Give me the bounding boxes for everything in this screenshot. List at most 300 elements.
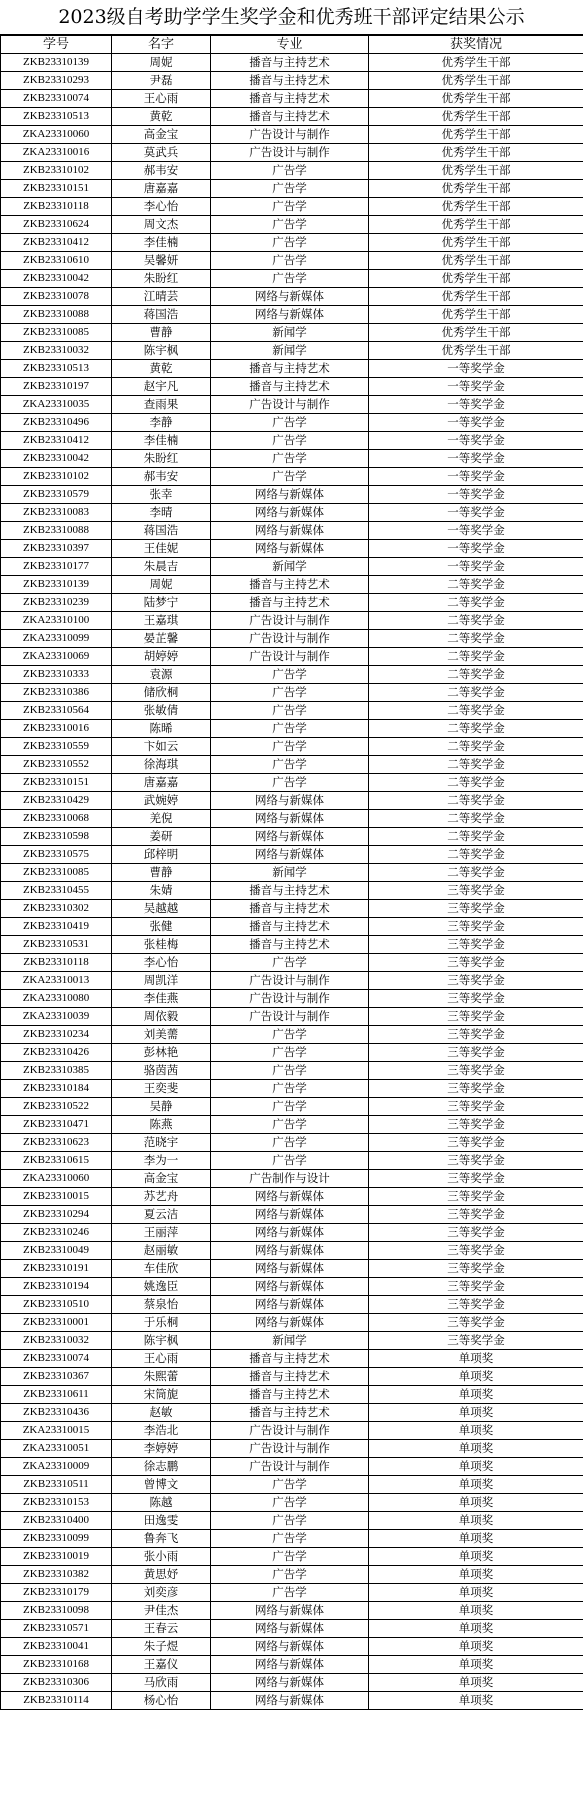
award-cell: 二等奖学金 [369, 576, 583, 594]
award-cell: 单项奖 [369, 1674, 583, 1692]
award-cell: 三等奖学金 [369, 972, 583, 990]
table-row [1, 954, 583, 972]
name-cell: 王心雨 [112, 90, 211, 108]
student-id-cell: ZKB23310032 [1, 1332, 112, 1350]
major-cell: 广告设计与制作 [211, 1422, 369, 1440]
table-row [1, 90, 583, 108]
student-id-cell: ZKB23310412 [1, 234, 112, 252]
award-cell: 二等奖学金 [369, 846, 583, 864]
student-id-cell: ZKB23310511 [1, 1476, 112, 1494]
award-cell: 一等奖学金 [369, 486, 583, 504]
table-row [1, 828, 583, 846]
award-cell: 三等奖学金 [369, 936, 583, 954]
award-cell: 单项奖 [369, 1512, 583, 1530]
student-id-cell: ZKB23310074 [1, 90, 112, 108]
table-row [1, 630, 583, 648]
major-cell: 新闻学 [211, 1332, 369, 1350]
table-row [1, 684, 583, 702]
award-cell: 单项奖 [369, 1566, 583, 1584]
major-cell: 广告设计与制作 [211, 612, 369, 630]
major-cell: 广告学 [211, 666, 369, 684]
student-id-cell: ZKA23310016 [1, 144, 112, 162]
student-id-cell: ZKB23310168 [1, 1656, 112, 1674]
name-cell: 郝韦安 [112, 468, 211, 486]
name-cell: 姚逸臣 [112, 1278, 211, 1296]
table-row [1, 54, 583, 72]
table-header [1, 36, 583, 54]
table-row [1, 450, 583, 468]
name-cell: 高金宝 [112, 1170, 211, 1188]
award-cell: 三等奖学金 [369, 918, 583, 936]
major-cell: 网络与新媒体 [211, 1674, 369, 1692]
major-cell: 广告学 [211, 1134, 369, 1152]
major-cell: 新闻学 [211, 558, 369, 576]
table-row [1, 1368, 583, 1386]
major-cell: 广告学 [211, 1512, 369, 1530]
table-row [1, 720, 583, 738]
award-cell: 一等奖学金 [369, 450, 583, 468]
table-row [1, 702, 583, 720]
student-id-cell: ZKB23310102 [1, 162, 112, 180]
major-cell: 广告学 [211, 774, 369, 792]
major-cell: 网络与新媒体 [211, 1242, 369, 1260]
award-cell: 一等奖学金 [369, 396, 583, 414]
major-cell: 广告学 [211, 414, 369, 432]
name-cell: 朱盼红 [112, 450, 211, 468]
name-cell: 苏艺舟 [112, 1188, 211, 1206]
name-cell: 蒋国浩 [112, 306, 211, 324]
student-id-cell: ZKA23310060 [1, 126, 112, 144]
name-cell: 吴馨妍 [112, 252, 211, 270]
award-cell: 单项奖 [369, 1350, 583, 1368]
table-row [1, 1026, 583, 1044]
results-table [0, 35, 583, 1710]
award-cell: 单项奖 [369, 1656, 583, 1674]
student-id-cell: ZKB23310385 [1, 1062, 112, 1080]
name-cell: 武婉婷 [112, 792, 211, 810]
table-row [1, 1620, 583, 1638]
major-cell: 广告设计与制作 [211, 396, 369, 414]
student-id-cell: ZKB23310400 [1, 1512, 112, 1530]
student-id-cell: ZKB23310118 [1, 954, 112, 972]
name-cell: 储欣桐 [112, 684, 211, 702]
name-cell: 刘美薷 [112, 1026, 211, 1044]
award-cell: 单项奖 [369, 1476, 583, 1494]
major-cell: 网络与新媒体 [211, 1656, 369, 1674]
major-cell: 广告学 [211, 1152, 369, 1170]
major-cell: 广告学 [211, 738, 369, 756]
page-title: 2023级自考助学学生奖学金和优秀班干部评定结果公示 [0, 0, 583, 35]
major-cell: 播音与主持艺术 [211, 54, 369, 72]
student-id-cell: ZKB23310510 [1, 1296, 112, 1314]
name-cell: 朱熙蕾 [112, 1368, 211, 1386]
student-id-cell: ZKB23310610 [1, 252, 112, 270]
name-cell: 李晴 [112, 504, 211, 522]
student-id-cell: ZKA23310069 [1, 648, 112, 666]
table-row [1, 1170, 583, 1188]
major-cell: 播音与主持艺术 [211, 918, 369, 936]
name-cell: 卞如云 [112, 738, 211, 756]
table-row [1, 1404, 583, 1422]
student-id-cell: ZKB23310513 [1, 108, 112, 126]
major-cell: 播音与主持艺术 [211, 936, 369, 954]
table-row [1, 216, 583, 234]
table-row [1, 486, 583, 504]
student-id-cell: ZKB23310455 [1, 882, 112, 900]
name-cell: 赵宇凡 [112, 378, 211, 396]
award-cell: 二等奖学金 [369, 810, 583, 828]
table-row [1, 1188, 583, 1206]
student-id-cell: ZKB23310386 [1, 684, 112, 702]
table-row [1, 144, 583, 162]
student-id-cell: ZKA23310039 [1, 1008, 112, 1026]
column-header-name: 名字 [112, 36, 211, 54]
major-cell: 播音与主持艺术 [211, 360, 369, 378]
table-row [1, 1080, 583, 1098]
award-cell: 二等奖学金 [369, 756, 583, 774]
major-cell: 广告学 [211, 684, 369, 702]
student-id-cell: ZKB23310234 [1, 1026, 112, 1044]
table-row [1, 864, 583, 882]
award-cell: 三等奖学金 [369, 882, 583, 900]
award-cell: 三等奖学金 [369, 1332, 583, 1350]
table-row [1, 1350, 583, 1368]
student-id-cell: ZKB23310302 [1, 900, 112, 918]
student-id-cell: ZKB23310019 [1, 1548, 112, 1566]
table-row [1, 396, 583, 414]
student-id-cell: ZKB23310099 [1, 1530, 112, 1548]
major-cell: 广告学 [211, 180, 369, 198]
table-row [1, 1062, 583, 1080]
name-cell: 张幸 [112, 486, 211, 504]
name-cell: 莫武兵 [112, 144, 211, 162]
award-cell: 优秀学生干部 [369, 198, 583, 216]
award-cell: 三等奖学金 [369, 1242, 583, 1260]
major-cell: 广告学 [211, 954, 369, 972]
major-cell: 网络与新媒体 [211, 540, 369, 558]
student-id-cell: ZKB23310579 [1, 486, 112, 504]
major-cell: 广告学 [211, 252, 369, 270]
award-cell: 一等奖学金 [369, 522, 583, 540]
student-id-cell: ZKB23310179 [1, 1584, 112, 1602]
award-cell: 三等奖学金 [369, 1134, 583, 1152]
major-cell: 播音与主持艺术 [211, 1386, 369, 1404]
student-id-cell: ZKB23310078 [1, 288, 112, 306]
award-cell: 优秀学生干部 [369, 108, 583, 126]
award-cell: 单项奖 [369, 1548, 583, 1566]
table-row [1, 918, 583, 936]
award-cell: 一等奖学金 [369, 432, 583, 450]
major-cell: 播音与主持艺术 [211, 90, 369, 108]
name-cell: 羌倪 [112, 810, 211, 828]
name-cell: 夏云洁 [112, 1206, 211, 1224]
award-cell: 三等奖学金 [369, 1116, 583, 1134]
name-cell: 李心怡 [112, 198, 211, 216]
table-row [1, 1278, 583, 1296]
award-cell: 优秀学生干部 [369, 162, 583, 180]
table-row [1, 1458, 583, 1476]
table-row [1, 72, 583, 90]
name-cell: 赵敏 [112, 1404, 211, 1422]
table-row [1, 1656, 583, 1674]
major-cell: 广告学 [211, 450, 369, 468]
major-cell: 广告学 [211, 1116, 369, 1134]
award-cell: 三等奖学金 [369, 900, 583, 918]
major-cell: 网络与新媒体 [211, 522, 369, 540]
name-cell: 朱盼红 [112, 270, 211, 288]
name-cell: 李为一 [112, 1152, 211, 1170]
student-id-cell: ZKA23310099 [1, 630, 112, 648]
award-cell: 单项奖 [369, 1458, 583, 1476]
major-cell: 广告学 [211, 270, 369, 288]
award-cell: 二等奖学金 [369, 720, 583, 738]
major-cell: 广告学 [211, 1026, 369, 1044]
name-cell: 张桂梅 [112, 936, 211, 954]
student-id-cell: ZKA23310100 [1, 612, 112, 630]
table-row [1, 360, 583, 378]
header-row [1, 36, 583, 54]
student-id-cell: ZKB23310001 [1, 1314, 112, 1332]
table-row [1, 1314, 583, 1332]
name-cell: 陆梦宁 [112, 594, 211, 612]
major-cell: 新闻学 [211, 324, 369, 342]
table-row [1, 1422, 583, 1440]
award-cell: 优秀学生干部 [369, 144, 583, 162]
student-id-cell: ZKB23310429 [1, 792, 112, 810]
student-id-cell: ZKA23310035 [1, 396, 112, 414]
name-cell: 范晓宇 [112, 1134, 211, 1152]
award-cell: 三等奖学金 [369, 1224, 583, 1242]
student-id-cell: ZKA23310080 [1, 990, 112, 1008]
table-row [1, 270, 583, 288]
major-cell: 网络与新媒体 [211, 288, 369, 306]
student-id-cell: ZKB23310436 [1, 1404, 112, 1422]
table-row [1, 1152, 583, 1170]
major-cell: 广告学 [211, 468, 369, 486]
award-cell: 二等奖学金 [369, 612, 583, 630]
table-row [1, 1674, 583, 1692]
major-cell: 播音与主持艺术 [211, 882, 369, 900]
major-cell: 广告学 [211, 1566, 369, 1584]
table-row [1, 1692, 583, 1710]
name-cell: 周妮 [112, 54, 211, 72]
name-cell: 王心雨 [112, 1350, 211, 1368]
major-cell: 广告学 [211, 1080, 369, 1098]
student-id-cell: ZKB23310139 [1, 54, 112, 72]
student-id-cell: ZKA23310015 [1, 1422, 112, 1440]
table-row [1, 990, 583, 1008]
award-cell: 优秀学生干部 [369, 288, 583, 306]
name-cell: 刘奕彦 [112, 1584, 211, 1602]
major-cell: 播音与主持艺术 [211, 900, 369, 918]
student-id-cell: ZKB23310611 [1, 1386, 112, 1404]
table-row [1, 1008, 583, 1026]
major-cell: 广告学 [211, 162, 369, 180]
student-id-cell: ZKB23310098 [1, 1602, 112, 1620]
major-cell: 广告学 [211, 1062, 369, 1080]
award-cell: 三等奖学金 [369, 1152, 583, 1170]
student-id-cell: ZKB23310496 [1, 414, 112, 432]
award-cell: 三等奖学金 [369, 1026, 583, 1044]
name-cell: 王佳妮 [112, 540, 211, 558]
student-id-cell: ZKB23310246 [1, 1224, 112, 1242]
award-cell: 优秀学生干部 [369, 180, 583, 198]
award-cell: 单项奖 [369, 1404, 583, 1422]
table-row [1, 342, 583, 360]
student-id-cell: ZKB23310032 [1, 342, 112, 360]
student-id-cell: ZKB23310041 [1, 1638, 112, 1656]
student-id-cell: ZKB23310412 [1, 432, 112, 450]
award-cell: 二等奖学金 [369, 684, 583, 702]
table-row [1, 1098, 583, 1116]
major-cell: 网络与新媒体 [211, 1278, 369, 1296]
table-body [1, 54, 583, 1710]
major-cell: 网络与新媒体 [211, 1260, 369, 1278]
student-id-cell: ZKB23310068 [1, 810, 112, 828]
name-cell: 尹磊 [112, 72, 211, 90]
table-row [1, 126, 583, 144]
name-cell: 周妮 [112, 576, 211, 594]
student-id-cell: ZKB23310293 [1, 72, 112, 90]
student-id-cell: ZKB23310564 [1, 702, 112, 720]
name-cell: 周依毅 [112, 1008, 211, 1026]
name-cell: 杨心怡 [112, 1692, 211, 1710]
major-cell: 广告设计与制作 [211, 990, 369, 1008]
major-cell: 网络与新媒体 [211, 1224, 369, 1242]
column-header-major: 专业 [211, 36, 369, 54]
table-row [1, 612, 583, 630]
student-id-cell: ZKB23310615 [1, 1152, 112, 1170]
table-row [1, 1512, 583, 1530]
student-id-cell: ZKB23310471 [1, 1116, 112, 1134]
award-cell: 优秀学生干部 [369, 90, 583, 108]
major-cell: 播音与主持艺术 [211, 594, 369, 612]
table-row [1, 1530, 583, 1548]
award-cell: 优秀学生干部 [369, 270, 583, 288]
name-cell: 王奕斐 [112, 1080, 211, 1098]
award-cell: 单项奖 [369, 1620, 583, 1638]
award-cell: 优秀学生干部 [369, 306, 583, 324]
name-cell: 江晴芸 [112, 288, 211, 306]
major-cell: 广告设计与制作 [211, 648, 369, 666]
name-cell: 鲁奔飞 [112, 1530, 211, 1548]
name-cell: 黄思妤 [112, 1566, 211, 1584]
name-cell: 张敏倩 [112, 702, 211, 720]
table-row [1, 576, 583, 594]
table-row [1, 108, 583, 126]
table-row [1, 1224, 583, 1242]
name-cell: 曹静 [112, 324, 211, 342]
name-cell: 袁源 [112, 666, 211, 684]
student-id-cell: ZKB23310419 [1, 918, 112, 936]
name-cell: 徐海琪 [112, 756, 211, 774]
name-cell: 吴静 [112, 1098, 211, 1116]
student-id-cell: ZKB23310083 [1, 504, 112, 522]
table-row [1, 252, 583, 270]
name-cell: 田逸雯 [112, 1512, 211, 1530]
table-row [1, 162, 583, 180]
award-cell: 二等奖学金 [369, 774, 583, 792]
table-row [1, 1296, 583, 1314]
award-cell: 二等奖学金 [369, 630, 583, 648]
name-cell: 王嘉琪 [112, 612, 211, 630]
student-id-cell: ZKA23310013 [1, 972, 112, 990]
table-row [1, 900, 583, 918]
student-id-cell: ZKB23310559 [1, 738, 112, 756]
major-cell: 网络与新媒体 [211, 1188, 369, 1206]
award-cell: 一等奖学金 [369, 504, 583, 522]
table-row [1, 324, 583, 342]
name-cell: 王丽萍 [112, 1224, 211, 1242]
name-cell: 于乐桐 [112, 1314, 211, 1332]
table-row [1, 1566, 583, 1584]
major-cell: 广告学 [211, 198, 369, 216]
award-cell: 单项奖 [369, 1422, 583, 1440]
award-cell: 二等奖学金 [369, 702, 583, 720]
name-cell: 蒋国浩 [112, 522, 211, 540]
name-cell: 李心怡 [112, 954, 211, 972]
name-cell: 晏芷馨 [112, 630, 211, 648]
major-cell: 新闻学 [211, 342, 369, 360]
student-id-cell: ZKB23310306 [1, 1674, 112, 1692]
table-row [1, 1638, 583, 1656]
award-cell: 单项奖 [369, 1494, 583, 1512]
table-row [1, 414, 583, 432]
table-row [1, 504, 583, 522]
student-id-cell: ZKB23310118 [1, 198, 112, 216]
major-cell: 广告设计与制作 [211, 972, 369, 990]
student-id-cell: ZKB23310397 [1, 540, 112, 558]
major-cell: 网络与新媒体 [211, 486, 369, 504]
name-cell: 王嘉仪 [112, 1656, 211, 1674]
major-cell: 播音与主持艺术 [211, 108, 369, 126]
name-cell: 骆茵茜 [112, 1062, 211, 1080]
name-cell: 胡婷婷 [112, 648, 211, 666]
student-id-cell: ZKB23310184 [1, 1080, 112, 1098]
major-cell: 广告学 [211, 1494, 369, 1512]
name-cell: 陈越 [112, 1494, 211, 1512]
name-cell: 尹佳杰 [112, 1602, 211, 1620]
student-id-cell: ZKB23310197 [1, 378, 112, 396]
major-cell: 广告设计与制作 [211, 1458, 369, 1476]
major-cell: 网络与新媒体 [211, 828, 369, 846]
table-row [1, 594, 583, 612]
award-cell: 优秀学生干部 [369, 342, 583, 360]
major-cell: 广告制作与设计 [211, 1170, 369, 1188]
major-cell: 播音与主持艺术 [211, 72, 369, 90]
award-cell: 三等奖学金 [369, 1062, 583, 1080]
major-cell: 网络与新媒体 [211, 306, 369, 324]
student-id-cell: ZKB23310191 [1, 1260, 112, 1278]
name-cell: 陈宇枫 [112, 342, 211, 360]
award-cell: 二等奖学金 [369, 864, 583, 882]
major-cell: 广告学 [211, 720, 369, 738]
major-cell: 广告学 [211, 1098, 369, 1116]
award-cell: 一等奖学金 [369, 378, 583, 396]
name-cell: 李静 [112, 414, 211, 432]
table-row [1, 1116, 583, 1134]
table-row [1, 288, 583, 306]
name-cell: 郝韦安 [112, 162, 211, 180]
name-cell: 朱婧 [112, 882, 211, 900]
award-cell: 三等奖学金 [369, 1296, 583, 1314]
table-row [1, 1386, 583, 1404]
name-cell: 李佳楠 [112, 432, 211, 450]
table-row [1, 180, 583, 198]
name-cell: 陈燕 [112, 1116, 211, 1134]
name-cell: 马欣雨 [112, 1674, 211, 1692]
award-cell: 优秀学生干部 [369, 234, 583, 252]
